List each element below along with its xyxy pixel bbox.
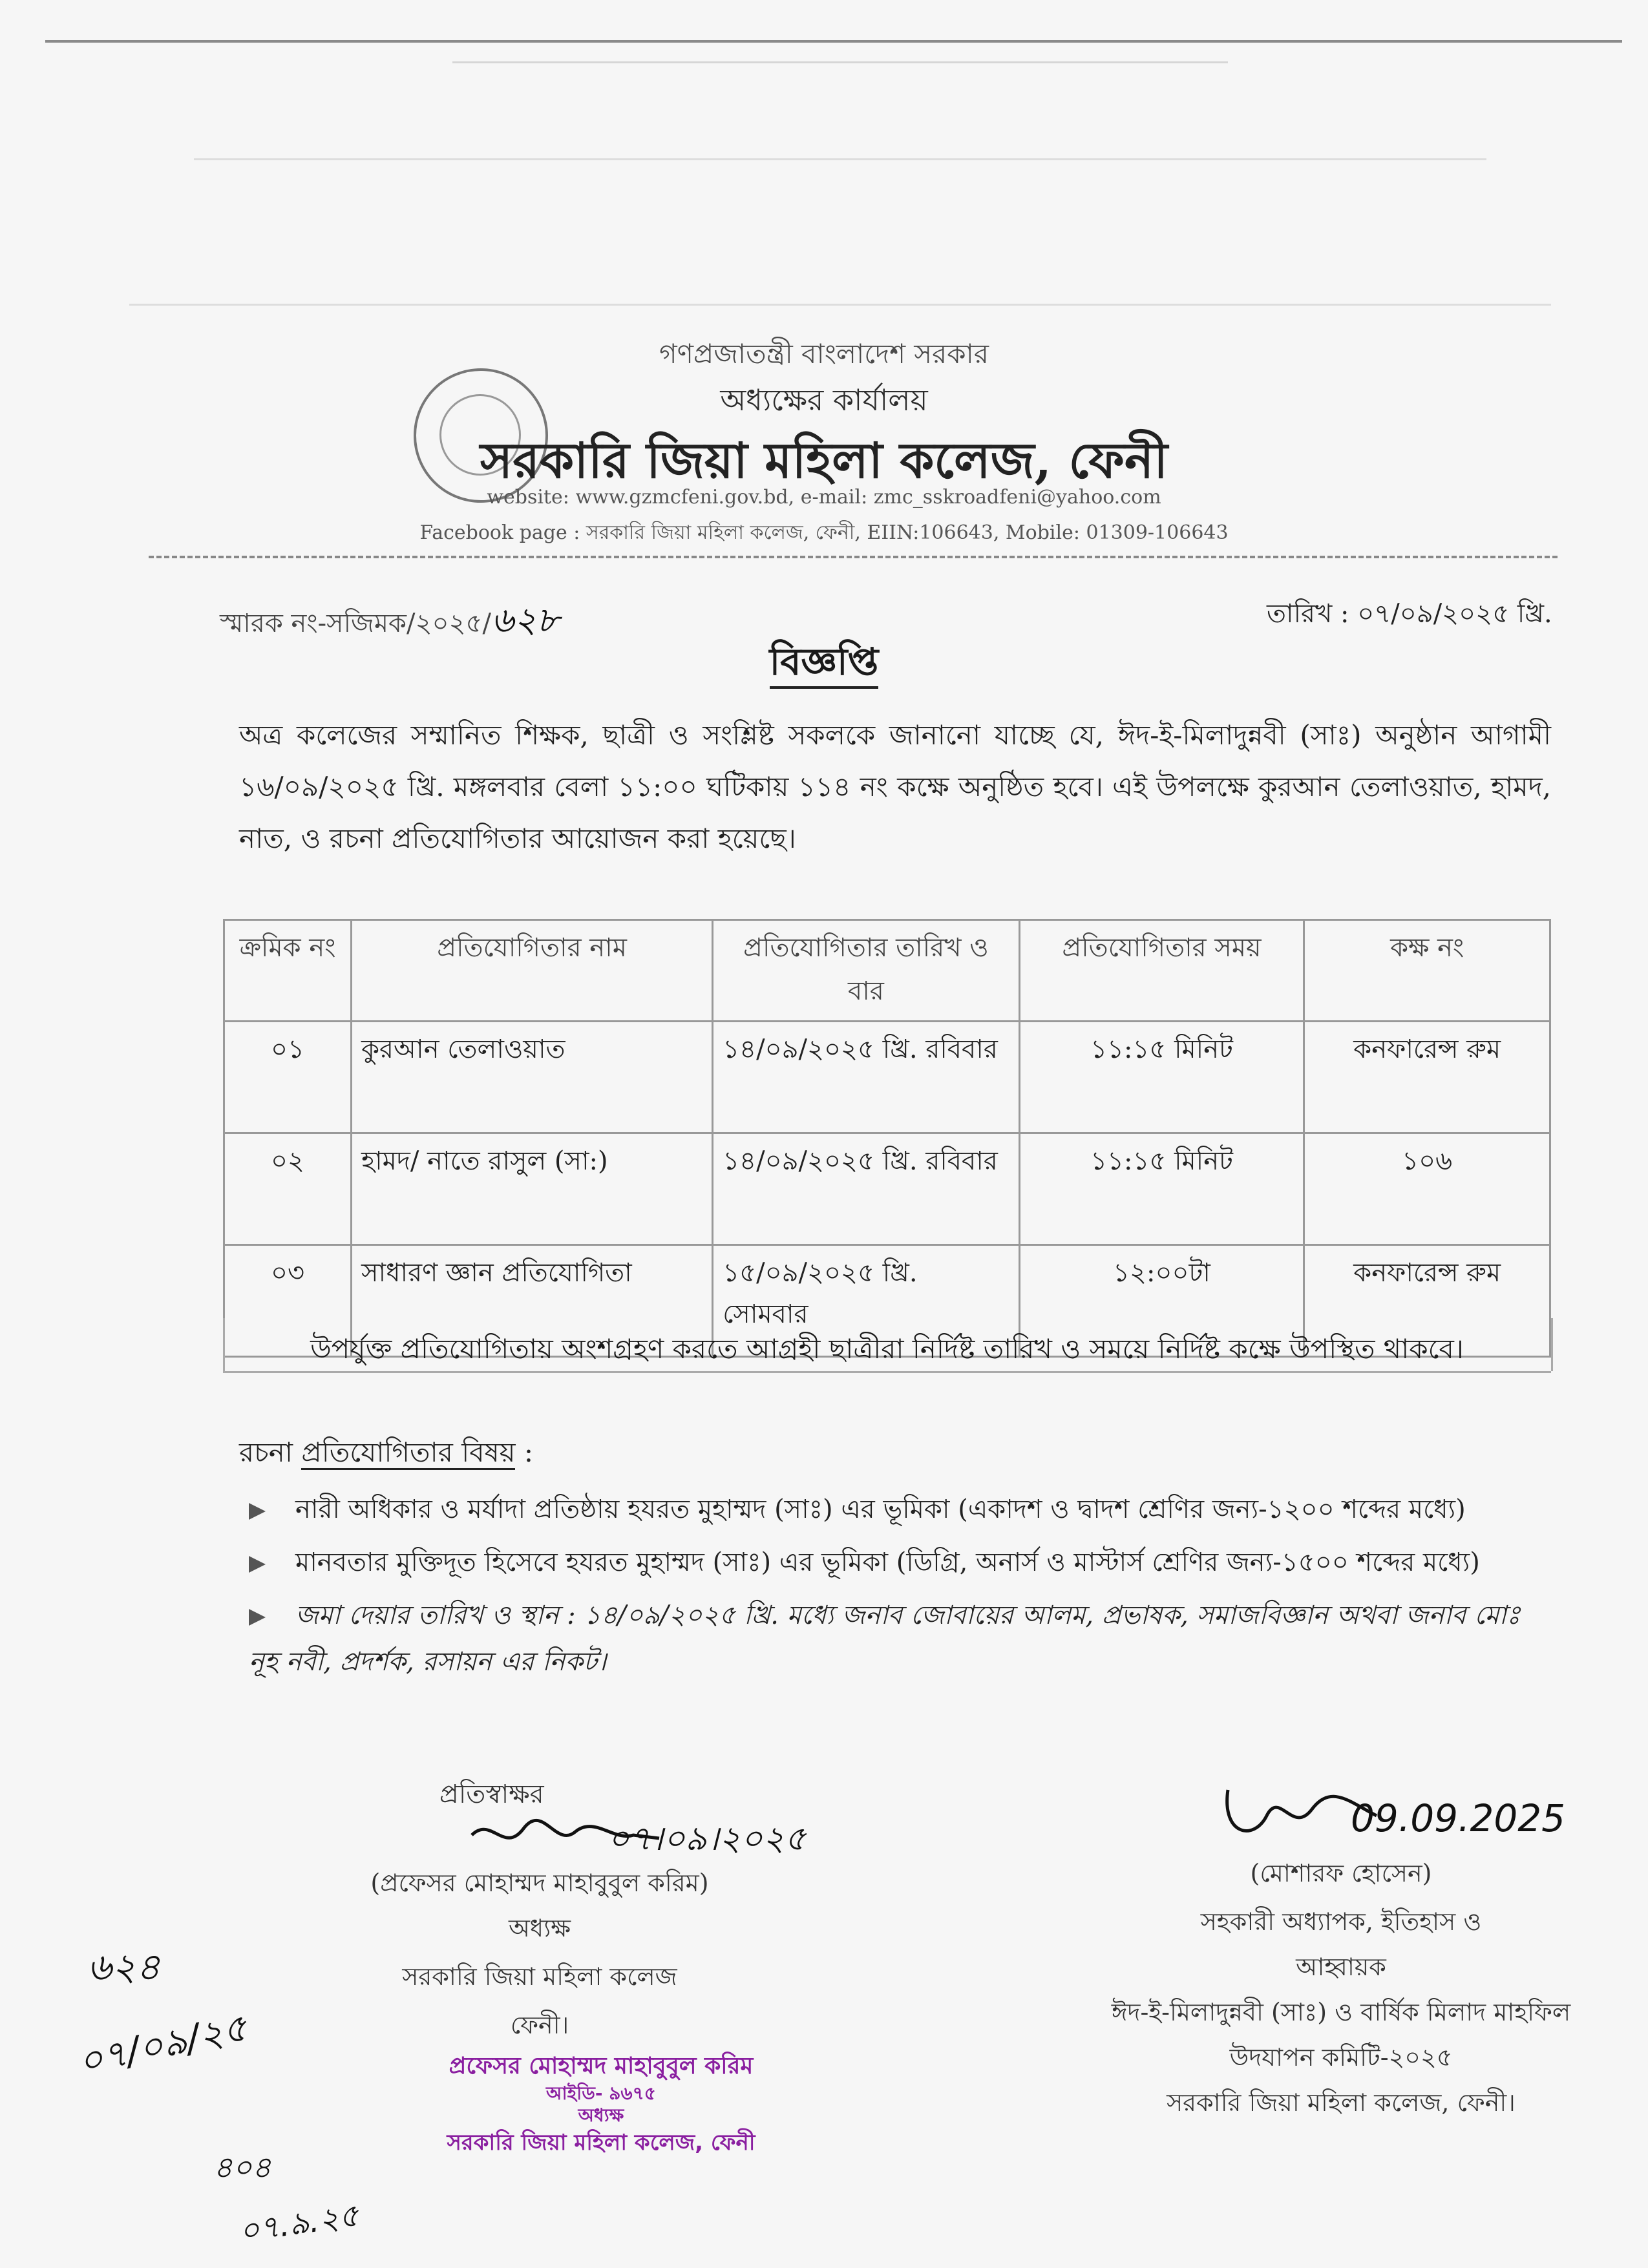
topic-text: মানবতার মুক্তিদূত হিসেবে হযরত মুহাম্মদ (সাঃ) এর ভূমিকা (ডিগ্রি, অনার্স ও মাস্টার্স শ্রেণির জন্য-১৫০০ শব্দের মধ্যে) [295,1548,1480,1577]
table-bottom-border [223,1371,1551,1373]
table-header: ক্রমিক নং [224,920,352,1022]
list-item [249,1539,1548,1586]
bleed-through-line [129,304,1551,306]
memo-handwritten-number: ৬২৮ [491,600,560,640]
table-row [224,1133,1550,1245]
government-name: গণপ্রজাতন্ত্রী বাংলাদেশ সরকার [659,338,989,370]
convener-name: (মোশারফ হোসেন) [1250,1859,1432,1887]
table-cell: ০২ [224,1133,352,1245]
stamp-college: সরকারি জিয়া মহিলা কলেজ, ফেনী [447,2130,755,2156]
principal-designation: অধ্যক্ষ [508,1914,571,1942]
table-header-row [224,920,1550,1022]
convener-line-5: সরকারি জিয়া মহিলা কলেজ, ফেনী। [1167,2088,1516,2117]
bleed-through-line [452,61,1228,63]
margin-note: ৬২৪ [87,1945,161,1989]
margin-note-date: ০৭/০৯/২৫ [74,2005,251,2084]
table-cell: ১১:১৫ মিনিট [1019,1133,1304,1245]
office-name: অধ্যক্ষের কার্যালয় [720,383,928,417]
stamp-name: প্রফেসর মোহাম্মদ মাহাবুবুল করিম [449,2053,754,2079]
stamp-id: আইডি- ৯৬৭৫ [546,2083,656,2104]
notice-body: অত্র কলেজের সম্মানিত শিক্ষক, ছাত্রী ও সংশ্লিষ্ট সকলকে জানানো যাচ্ছে যে, ঈদ-ই-মিলাদুন্নবী (সাঃ) অনুষ্ঠান আগামী ১৬/০৯/২০২৫ খ্রি. মঙ্গলবার বেলা ১১:০০ ঘটিকায় ১১৪ নং কক্ষে অনুষ্ঠিত হবে। এই উপলক্ষে কুরআন তেলাওয়াত, হামদ, নাত, ও রচনা প্রতিযোগিতার আয়োজন করা হয়েছে। [239,719,1552,854]
table-header: প্রতিযোগিতার নাম [352,920,713,1022]
competition-table [223,919,1551,1358]
list-item [249,1486,1548,1533]
table-cell: ১১:১৫ মিনিট [1019,1022,1304,1133]
memo-prefix: স্মারক নং-সজিমক/২০২৫/ [220,609,491,638]
stamp-designation: অধ্যক্ষ [578,2105,624,2126]
table-row [224,1022,1550,1133]
table-header: কক্ষ নং [1304,920,1550,1022]
convener-signature-date: 09.09.2025 [1351,1796,1566,1840]
table-cell: ১৫/০৯/২০২৫ খ্রি. সোমবার [713,1245,1019,1357]
convener-line-2: আহ্বায়ক [1296,1953,1386,1981]
table-note-border [1551,1318,1553,1371]
table-cell: সাধারণ জ্ঞান প্রতিযোগিতা [352,1245,713,1357]
table-cell: কনফারেন্স রুম [1304,1022,1550,1133]
notice-title-text: বিজ্ঞপ্তি [770,640,879,689]
margin-note-date: ০৭.৯.২৫ [237,2197,361,2250]
college-name: সরকারি জিয়া মহিলা কলেজ, ফেনী [480,432,1168,489]
table-cell: কনফারেন্স রুম [1304,1245,1550,1357]
heading-suffix: : [515,1436,533,1468]
table-cell: ১৪/০৯/২০২৫ খ্রি. রবিবার [713,1022,1019,1133]
list-item [249,1592,1548,1685]
topic-text: জমা দেয়ার তারিখ ও স্থান : ১৪/০৯/২০২৫ খ্রি. মধ্যে জনাব জোবায়ের আলম, প্রভাষক, সমাজবিজ্ঞান অথবা জনাব মোঃ নূহ নবী, প্রদর্শক, রসায়ন এর নিকট। [249,1601,1521,1677]
table-cell: ০৩ [224,1245,352,1357]
bullet-arrow-icon [249,1503,266,1520]
table-cell: ১০৬ [1304,1133,1550,1245]
table-cell: কুরআন তেলাওয়াত [352,1022,713,1133]
table-cell: ০১ [224,1022,352,1133]
table-cell: হামদ/ নাতে রাসুল (সা:) [352,1133,713,1245]
heading-underlined: প্রতিযোগিতার বিষয় [301,1436,515,1470]
contact-line-1: website: www.gzmcfeni.gov.bd, e-mail: zmc_sskroadfeni@yahoo.com [487,486,1161,509]
principal-college: সরকারি জিয়া মহিলা কলেজ [402,1962,677,1991]
table-header: প্রতিযোগিতার তারিখ ও বার [713,920,1019,1022]
principal-place: ফেনী। [510,2011,569,2039]
bullet-arrow-icon [249,1556,266,1573]
convener-line-4: উদযাপন কমিটি-২০২৫ [1229,2043,1453,2072]
notice-date: তারিখ : ০৭/০৯/২০২৫ খ্রি. [1267,599,1552,629]
convener-line-1: সহকারী অধ্যাপক, ইতিহাস ও [1200,1907,1482,1936]
countersign-label: প্রতিস্বাক্ষর [439,1780,544,1809]
table-header: প্রতিযোগিতার সময় [1019,920,1304,1022]
bullet-arrow-icon [249,1609,266,1626]
convener-line-3: ঈদ-ই-মিলাদুন্নবী (সাঃ) ও বার্ষিক মিলাদ মাহফিল [1111,1998,1571,2026]
principal-name: (প্রফেসর মোহাম্মদ মাহাবুবুল করিম) [370,1869,709,1897]
table-cell: ১২:০০টা [1019,1245,1304,1357]
header-divider [149,556,1558,558]
notice-title [0,633,1648,696]
bleed-through-line [194,158,1486,160]
topic-text: নারী অধিকার ও মর্যাদা প্রতিষ্ঠায় হযরত মুহাম্মদ (সাঃ) এর ভূমিকা (একাদশ ও দ্বাদশ শ্রেণির জন্য-১২০০ শব্দের মধ্যে) [295,1495,1466,1524]
principal-signature-date: ০৭।০৯।২০২৫ [607,1820,807,1858]
table-note: উপর্যুক্ত প্রতিযোগিতায় অংশগ্রহণ করতে আগ্রহী ছাত্রীরা নির্দিষ্ট তারিখ ও সময়ে নির্দিষ্ট কক্ষে উপস্থিত থাকবে। [310,1333,1464,1365]
heading-prefix: রচনা [239,1436,302,1468]
margin-note: ৪০৪ [213,2150,271,2185]
table-cell: ১৪/০৯/২০২৫ খ্রি. রবিবার [713,1133,1019,1245]
essay-topics-heading [239,1431,533,1477]
top-border-line [45,40,1622,43]
contact-line-2: Facebook page : সরকারি জিয়া মহিলা কলেজ, ফেনী, EIIN:106643, Mobile: 01309-106643 [419,521,1229,544]
